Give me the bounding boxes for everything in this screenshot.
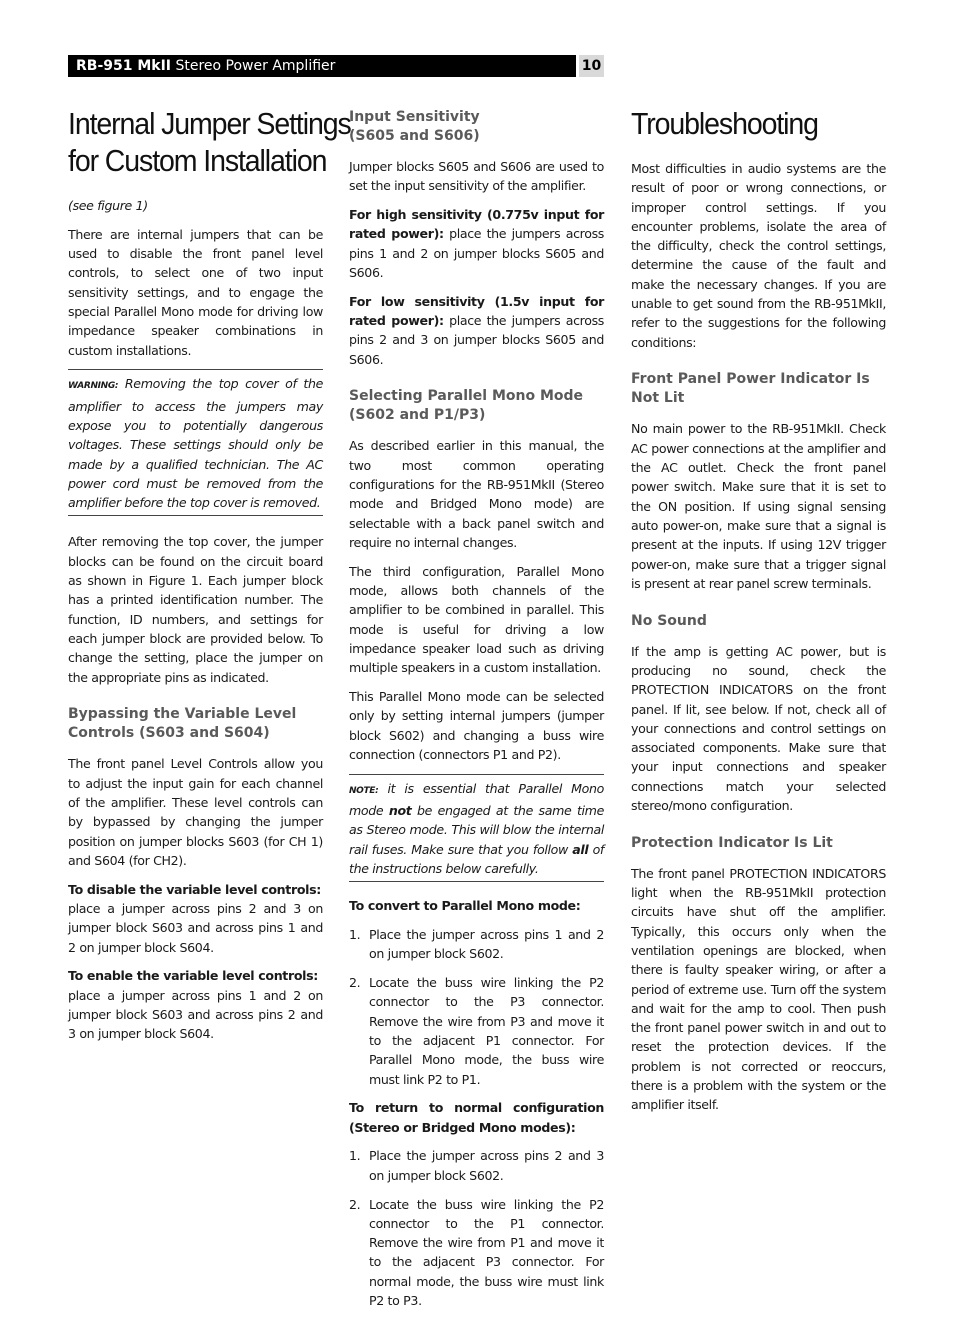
step-number: 2.: [349, 1196, 361, 1212]
step-text: Locate the buss wire linking the P2 connector to the P3 connector. Remove the wire from P3 and move it to the adjacent P1 connector. For Parallel Mono mode, the buss wire must link P2 to P1.: [369, 975, 604, 1087]
right-column: [631, 105, 886, 1124]
protection-indicator-heading: Protection Indicator Is Lit: [631, 834, 833, 851]
input-sensitivity-heading: Input Sensitivity (S605 and S606): [349, 109, 480, 144]
header-model: RB-951 MkII: [76, 58, 172, 74]
note-text-c: of the instructions below carefully.: [349, 841, 605, 876]
step-text: Place the jumper across pins 2 and 3 on jumper block S602.: [369, 1148, 604, 1183]
warning-text: Removing the top cover of the amplifier to access the jumpers may expose you to potentially dangerous voltages. These settings should only be made by a qualified technician. The AC power cord must be removed from the amplifier before the top cover is removed.: [68, 376, 323, 511]
step-number: 2.: [349, 975, 361, 991]
step-number: 1.: [349, 927, 361, 942]
warning-label: WARNING:: [68, 381, 119, 392]
protection-indicator-paragraph: The front panel PROTECTION INDICATORS light when the RB-951MkII protection circuits have shut off the amplifier. Typically, this occurs only when the ventilation openings are blocked, when there is faulty speaker wiring, or after a period of extreme use. Turn off the system and wait for the amp to cool. Then push the front panel power switch in and out to reset the protection devices. If the problem is not corrected or reoccurs, there is a problem with the system or the amplifier itself.: [631, 865, 886, 1113]
parallel-mono-paragraph-2: The third configuration, Parallel Mono mode, allows both channels of the amplifier to be combined in parallel. This mode is useful for driving a low impedance speaker load such as driving multiple speakers in a custom installation.: [349, 563, 604, 676]
header-subtitle: Stereo Power Amplifier: [175, 58, 336, 74]
section-title-jumpers: [68, 105, 351, 179]
after-removing-paragraph: After removing the top cover, the jumper blocks can be found on the circuit board as shown in Figure 1. Each jumper block has a printed identification number. The function, ID numbers, and settings for each jumper block are provided below. To change the setting, place the jumper on the appropriate pins as indicated.: [68, 534, 323, 685]
high-sensitivity-paragraph: [349, 205, 604, 282]
enable-lead: To enable the variable level controls:: [68, 968, 318, 984]
running-header: [68, 55, 576, 77]
step-text: Locate the buss wire linking the P2 connector to the P1 connector. Remove the wire from P1 and move it to the adjacent P3 connector. For normal mode, the buss wire must link P2 to P3.: [369, 1196, 604, 1309]
power-indicator-heading: Front Panel Power Indicator Is Not Lit: [631, 371, 870, 407]
note-emphasis-all: all: [572, 841, 589, 857]
warning-paragraph: [68, 374, 323, 512]
parallel-mono-heading: Selecting Parallel Mono Mode (S602 and P1/P3): [349, 388, 584, 424]
left-column: [68, 105, 351, 1053]
note-text-b: be engaged at the same time as Stereo mode. This will blow the internal rail fuses. Make sure that you follow: [349, 803, 604, 857]
disable-lead: To disable the variable level controls:: [68, 881, 321, 897]
convert-lead: To convert to Parallel Mono mode:: [349, 898, 581, 914]
no-sound-paragraph: If the amp is getting AC power, but is producing no sound, check the PROTECTION INDICATORS on the front panel. If lit, see below. If not, check all of your connections and control settings on associated components. Make sure that your input connections and speaker connections match your selected stereo/mono configuration.: [631, 643, 886, 814]
intro-paragraph: There are internal jumpers that can be used to disable the front panel level controls, to select one of two input sensitivity settings, and to engage the special Parallel Mono mode for driving low impedance speaker combinations in custom installations.: [68, 226, 323, 358]
see-figure-note: (see figure 1): [68, 198, 148, 213]
note-emphasis-not: not: [388, 803, 412, 819]
list-item: [349, 925, 604, 964]
return-steps-list: [349, 1146, 604, 1310]
note-text-a: it is essential that Parallel Mono mode: [349, 780, 604, 819]
bypass-heading: Bypassing the Variable Level Controls (S603 and S604): [68, 706, 297, 742]
troubleshooting-intro: Most difficulties in audio systems are the result of poor or wrong connections, or improper control settings. If you encounter problems, isolate the area of the difficulty, check the control settings, determine the cause of the fault and make the necessary changes. If you are unable to get sound from the RB-951MkII, refer to the suggestions for the following conditions:: [631, 161, 886, 350]
return-lead: To return to normal configuration (Stereo or Bridged Mono modes):: [349, 1100, 604, 1135]
title-line-2: for Custom Installation: [68, 143, 327, 178]
step-text: Place the jumper across pins 1 and 2 on jumper block S602.: [369, 927, 604, 962]
list-item: [349, 1146, 604, 1185]
note-paragraph: [349, 779, 604, 878]
input-sensitivity-paragraph: Jumper blocks S605 and S606 are used to set the input sensitivity of the amplifier.: [349, 159, 604, 194]
power-indicator-paragraph: No main power to the RB-951MkII. Check AC power connections at the amplifier and the AC outlet. Check the front panel power switch. Make sure that it is set to the ON position. If using signal sensing auto power-on, make sure that a signal is present at the inputs. If using 12V trigger power-on, make sure that a trigger signal is present at rear panel screw terminals.: [631, 421, 886, 591]
no-sound-heading: No Sound: [631, 612, 707, 629]
bypass-paragraph: The front panel Level Controls allow you to adjust the input gain for each channel of the amplifier. These level controls can by bypassed by changing the jumper position on jumper blocks S603 (for CH 1) and S604 (for CH2).: [68, 756, 323, 868]
list-item: [349, 1195, 604, 1311]
high-sensitivity-lead: For high sensitivity (0.775v input for rated power):: [349, 207, 604, 242]
enable-paragraph: place a jumper across pins 1 and 2 on jumper block S603 and across pins 2 and 3 on jumper block S604.: [68, 987, 323, 1042]
parallel-mono-paragraph-1: As described earlier in this manual, the two most common operating configurations for the RB-951MkII (Stereo mode and Bridged Mono mode) are selectable with a back panel switch and require no internal changes.: [349, 438, 604, 550]
page-number: 10: [579, 55, 604, 77]
parallel-mono-paragraph-3: This Parallel Mono mode can be selected only by setting internal jumpers (jumper block S602) and changing a buss wire connection (connectors P1 and P2).: [349, 689, 604, 762]
title-line-1: Internal Jumper Settings: [68, 106, 351, 141]
high-sensitivity-body: place the jumpers across pins 1 and 2 on jumper blocks S605 and S606.: [349, 226, 604, 280]
low-sensitivity-paragraph: [349, 292, 604, 369]
note-box: [349, 774, 604, 882]
low-sensitivity-lead: For low sensitivity (1.5v input for rated power):: [349, 293, 604, 329]
list-item: [349, 973, 604, 1089]
section-title-troubleshooting: Troubleshooting: [631, 106, 818, 141]
convert-steps-list: [349, 925, 604, 1089]
warning-box: [68, 369, 323, 516]
low-sensitivity-body: place the jumpers across pins 2 and 3 on jumper blocks S605 and S606.: [349, 313, 604, 367]
note-label: NOTE:: [349, 785, 379, 796]
disable-paragraph: place a jumper across pins 2 and 3 on jumper block S603 and across pins 1 and 2 on jumper block S604.: [68, 900, 323, 955]
middle-column: [349, 108, 604, 1320]
step-number: 1.: [349, 1148, 361, 1164]
